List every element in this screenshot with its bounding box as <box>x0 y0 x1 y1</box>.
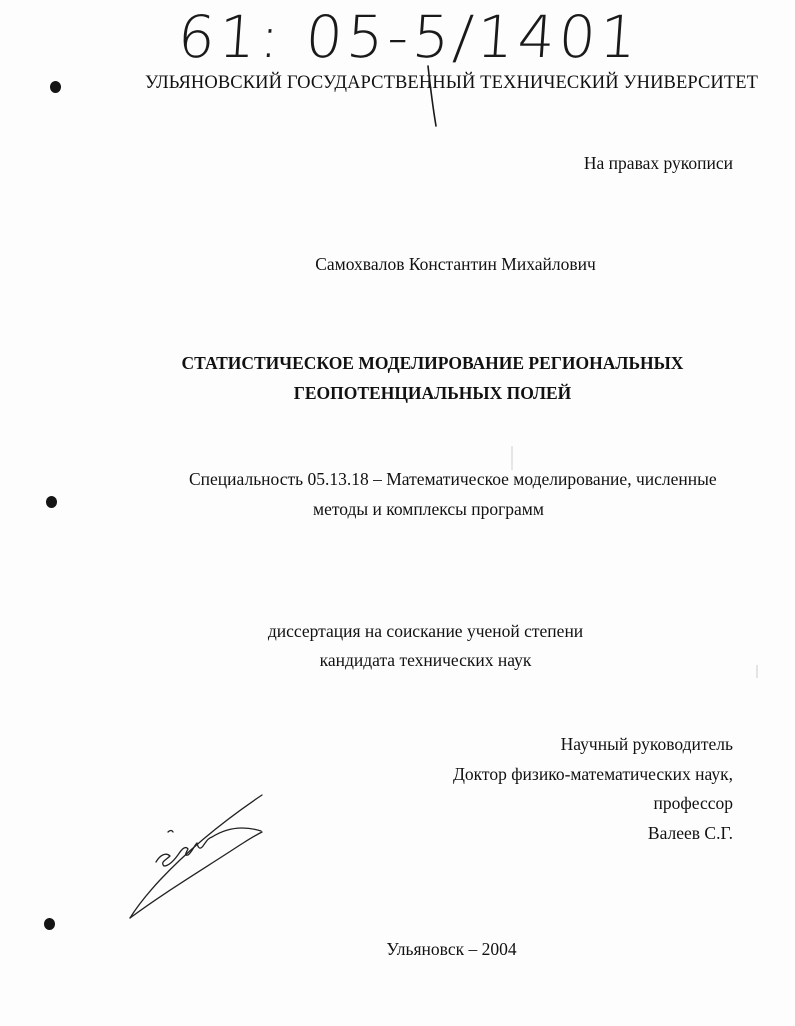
signature-icon <box>130 795 262 918</box>
manuscript-rights-note: На правах рукописи <box>583 153 733 173</box>
handwritten-archive-number: 61: 05-5/1401 <box>175 3 643 71</box>
supervisor-role: Научный руководитель <box>560 734 733 754</box>
title-line-2: ГЕОПОТЕНЦИАЛЬНЫХ ПОЛЕЙ <box>293 383 572 403</box>
pen-stroke-icon <box>428 66 436 126</box>
degree-line-2: кандидата технических наук <box>319 650 532 670</box>
university-name: УЛЬЯНОВСКИЙ ГОСУДАРСТВЕННЫЙ ТЕХНИЧЕСКИЙ УНИВЕРСИТЕТ <box>145 73 759 93</box>
specialty-line-1: Специальность 05.13.18 – Математическое моделирование, численные <box>189 469 717 489</box>
city-year: Ульяновск – 2004 <box>386 939 517 959</box>
supervisor-degree: Доктор физико-математических наук, <box>452 763 733 784</box>
supervisor-name: Валеев С.Г. <box>647 822 733 843</box>
specialty-line-2: методы и комплексы программ <box>313 499 544 519</box>
supervisor-rank: профессор <box>653 793 733 813</box>
author-name: Самохвалов Константин Михайлович <box>315 254 596 274</box>
title-line-1: СТАТИСТИЧЕСКОЕ МОДЕЛИРОВАНИЕ РЕГИОНАЛЬНЫХ <box>181 353 684 373</box>
degree-line-1: диссертация на соискание ученой степени <box>267 621 584 641</box>
